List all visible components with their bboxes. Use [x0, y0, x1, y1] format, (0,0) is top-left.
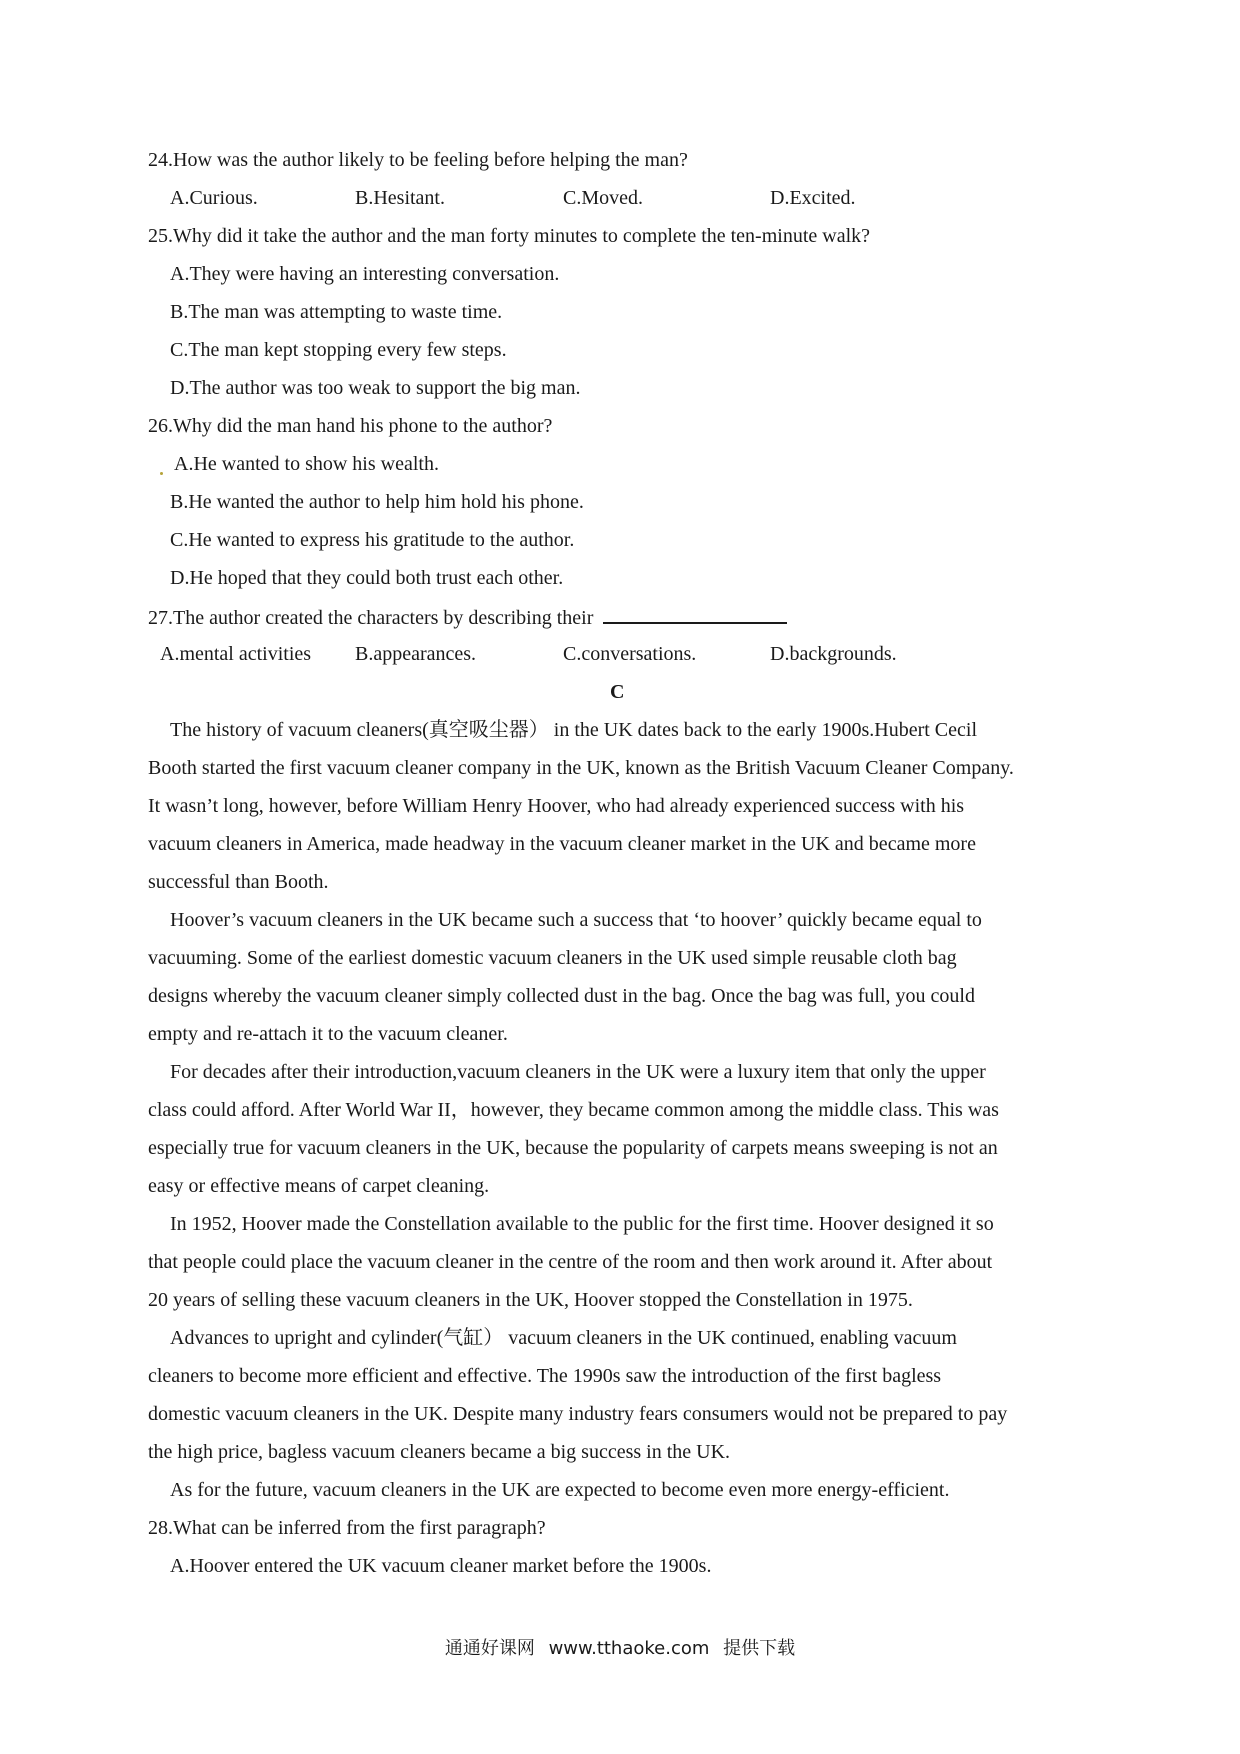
passage-line: For decades after their introduction,vacuum cleaners in the UK were a luxury item that only the upper	[170, 1061, 986, 1083]
stray-mark	[160, 472, 163, 475]
passage-line: the high price, bagless vacuum cleaners became a big success in the UK.	[148, 1441, 731, 1463]
option-25-a: A.They were having an interesting conversation.	[170, 263, 560, 285]
footer-site-name: 通通好课网	[444, 1638, 535, 1659]
question-27-text: 27.The author created the characters by describing their	[148, 607, 594, 629]
option-28-a: A.Hoover entered the UK vacuum cleaner market before the 1900s.	[170, 1555, 712, 1577]
option-25-d: D.The author was too weak to support the big man.	[170, 377, 581, 399]
question-24: 24.How was the author likely to be feeling before helping the man?	[148, 149, 688, 171]
passage-line: It wasn’t long, however, before William Henry Hoover, who had already experienced success with his	[148, 795, 965, 817]
option-27-c: C.conversations.	[563, 643, 697, 665]
passage-line: 20 years of selling these vacuum cleaners in the UK, Hoover stopped the Constellation in 1975.	[148, 1289, 913, 1311]
option-27-a: A.mental activities	[160, 643, 312, 665]
option-26-c: C.He wanted to express his gratitude to the author.	[170, 529, 575, 551]
question-25: 25.Why did it take the author and the man forty minutes to complete the ten-minute walk?	[148, 225, 871, 247]
option-25-c: C.The man kept stopping every few steps.	[170, 339, 507, 361]
passage-line: easy or effective means of carpet cleaning.	[148, 1175, 490, 1197]
option-24-b: B.Hesitant.	[355, 187, 445, 209]
passage-line: designs whereby the vacuum cleaner simply collected dust in the bag. Once the bag was full, you could	[148, 985, 975, 1007]
option-24-a: A.Curious.	[170, 187, 258, 209]
page-footer	[0, 1634, 1240, 1660]
option-25-b: B.The man was attempting to waste time.	[170, 301, 503, 323]
option-26-a: A.He wanted to show his wealth.	[174, 453, 439, 475]
question-26: 26.Why did the man hand his phone to the author?	[148, 415, 553, 437]
passage-line: successful than Booth.	[148, 871, 329, 893]
passage-line: As for the future, vacuum cleaners in the UK are expected to become even more energy-efficient.	[170, 1479, 950, 1501]
footer-url[interactable]: www.tthaoke.com	[548, 1638, 710, 1659]
passage-line: The history of vacuum cleaners(真空吸尘器） in the UK dates back to the early 1900s.Hubert Cecil	[170, 719, 978, 741]
option-24-c: C.Moved.	[563, 187, 643, 209]
option-26-d: D.He hoped that they could both trust each other.	[170, 567, 564, 589]
passage-line: empty and re-attach it to the vacuum cleaner.	[148, 1023, 508, 1045]
option-26-b: B.He wanted the author to help him hold his phone.	[170, 491, 584, 513]
passage-line: domestic vacuum cleaners in the UK. Despite many industry fears consumers would not be prepared to pay	[148, 1403, 1008, 1425]
passage-line: Advances to upright and cylinder(气缸） vacuum cleaners in the UK continued, enabling vacuum	[170, 1327, 957, 1349]
question-27	[148, 604, 787, 630]
passage-line: Hoover’s vacuum cleaners in the UK became such a success that ‘to hoover’ quickly became equal to	[170, 909, 982, 931]
passage-line: especially true for vacuum cleaners in the UK, because the popularity of carpets means sweeping is not an	[148, 1137, 998, 1159]
passage-line: that people could place the vacuum cleaner in the centre of the room and then work around it. After about	[148, 1251, 993, 1273]
option-27-d: D.backgrounds.	[770, 643, 897, 665]
section-heading: C	[610, 681, 625, 703]
option-27-b: B.appearances.	[355, 643, 477, 665]
passage-line: class could afford. After World War II，however, they became common among the middle class. This was	[148, 1099, 999, 1121]
footer-suffix: 提供下载	[723, 1638, 796, 1659]
passage-line: vacuuming. Some of the earliest domestic vacuum cleaners in the UK used simple reusable cloth bag	[148, 947, 957, 969]
passage-line: In 1952, Hoover made the Constellation available to the public for the first time. Hoover designed it so	[170, 1213, 994, 1235]
passage-line: cleaners to become more efficient and effective. The 1990s saw the introduction of the first bagless	[148, 1365, 942, 1387]
answer-blank	[603, 604, 787, 624]
option-24-d: D.Excited.	[770, 187, 856, 209]
question-28: 28.What can be inferred from the first paragraph?	[148, 1517, 546, 1539]
passage-line: vacuum cleaners in America, made headway in the vacuum cleaner market in the UK and became more	[148, 833, 976, 855]
passage-line: Booth started the first vacuum cleaner company in the UK, known as the British Vacuum Cleaner Company.	[148, 757, 1014, 779]
